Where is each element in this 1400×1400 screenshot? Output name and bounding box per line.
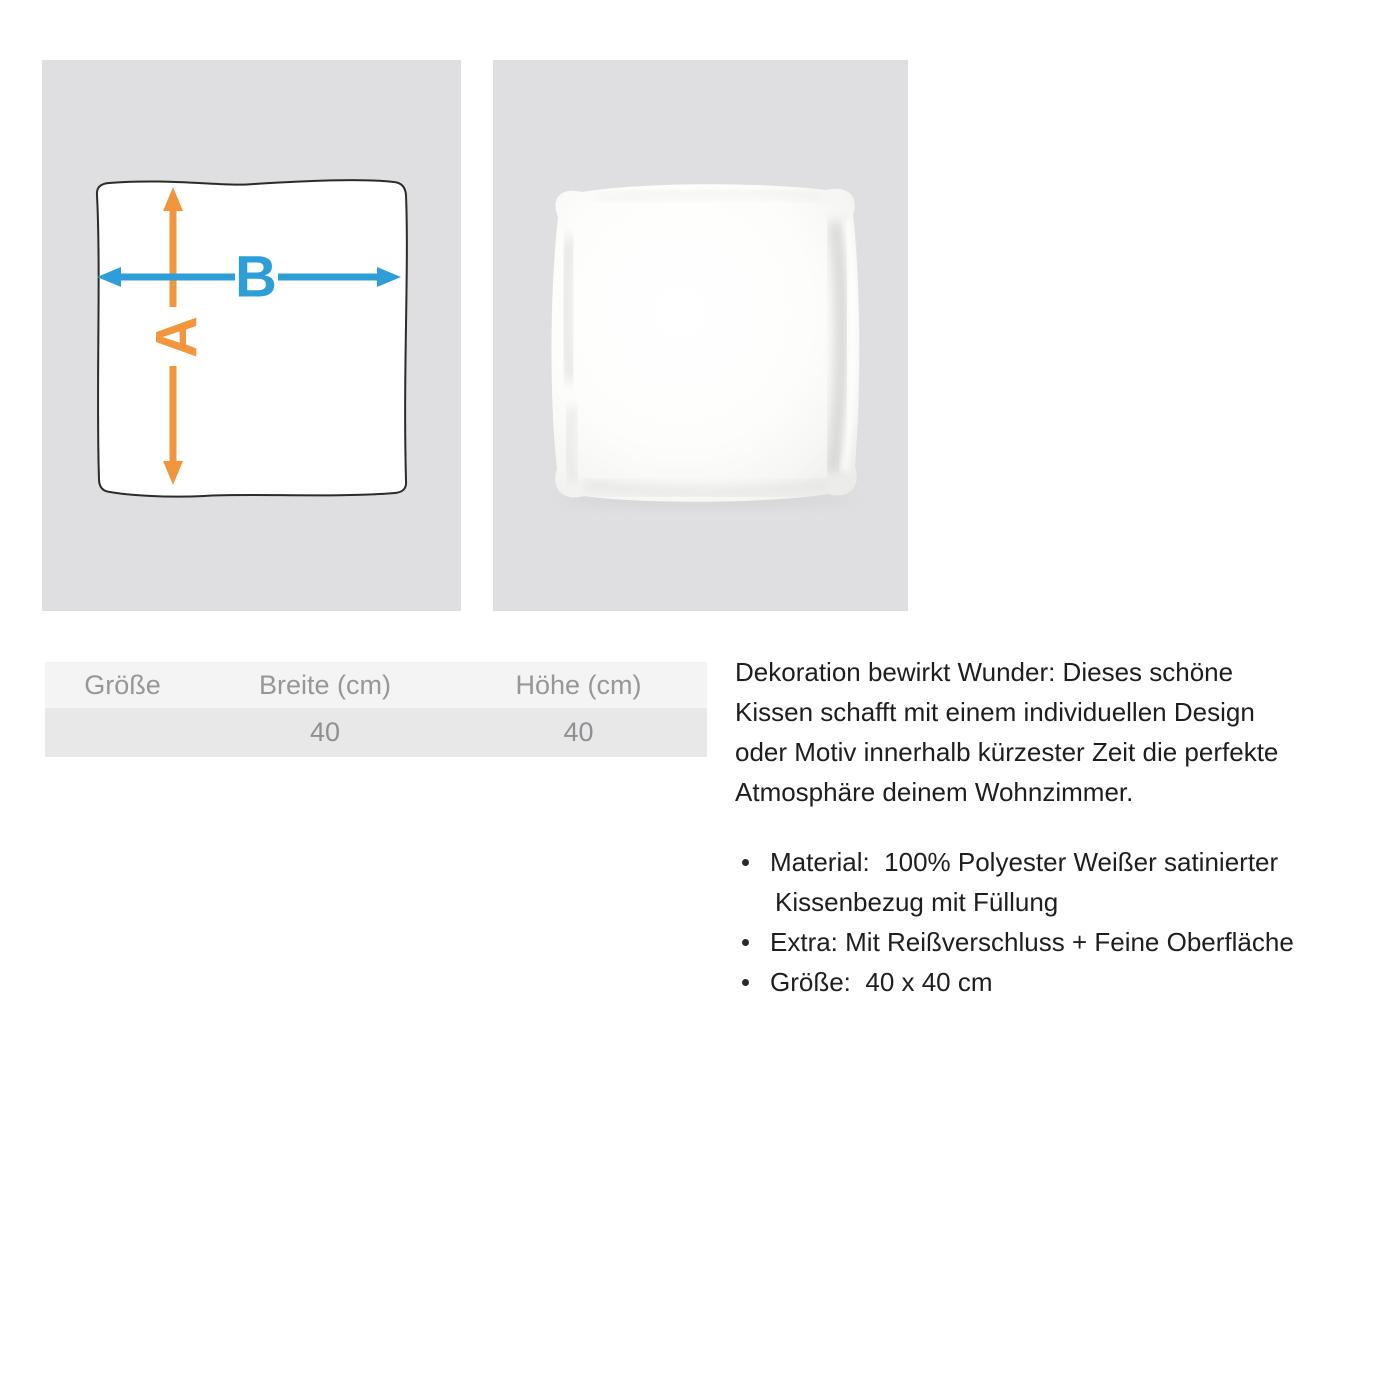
feature-item-extra <box>735 922 1350 962</box>
feature-line: Kissenbezug mit Füllung <box>775 887 1059 917</box>
size-diagram-panel <box>42 60 461 611</box>
feature-list <box>735 842 1350 1002</box>
cell-breite: 40 <box>309 717 341 747</box>
product-description <box>735 652 1350 1002</box>
col-header-hoehe: Höhe (cm) <box>515 669 642 700</box>
feature-line: Extra: Mit Reißverschluss + Feine Oberfläche <box>770 927 1294 957</box>
size-table-row <box>45 708 707 757</box>
product-photo-panel <box>493 60 908 611</box>
cell-hoehe: 40 <box>563 717 594 747</box>
col-header-breite: Breite (cm) <box>258 669 391 700</box>
feature-item-material <box>735 842 1350 922</box>
bullet-icon <box>742 939 749 946</box>
label-a: A <box>144 316 210 358</box>
pillow-photo-group <box>551 184 859 507</box>
paragraph-line: oder Motiv innerhalb kürzester Zeit die perfekte <box>735 737 1279 767</box>
paragraph-line: Kissen schafft mit einem individuellen Design <box>735 697 1255 727</box>
cell-groesse <box>45 708 200 757</box>
paragraph-line: Atmosphäre deinem Wohnzimmer. <box>735 777 1134 807</box>
feature-line: Material: 100% Polyester Weißer satinierter <box>770 847 1279 877</box>
bullet-icon <box>742 859 749 866</box>
bullet-icon <box>742 979 749 986</box>
col-header-groesse: Größe <box>84 669 161 700</box>
feature-line: Größe: 40 x 40 cm <box>770 967 993 997</box>
description-paragraph <box>735 652 1350 812</box>
label-b: B <box>235 244 277 310</box>
pillow-outline <box>97 180 407 497</box>
feature-item-groesse <box>735 962 1350 1002</box>
size-table-header-row <box>45 662 707 708</box>
pillow-size-diagram-icon <box>42 60 461 611</box>
paragraph-line: Dekoration bewirkt Wunder: Dieses schöne <box>735 657 1234 687</box>
pillow-shape <box>551 184 859 502</box>
size-table <box>45 662 707 757</box>
pillow-photo <box>493 60 908 611</box>
